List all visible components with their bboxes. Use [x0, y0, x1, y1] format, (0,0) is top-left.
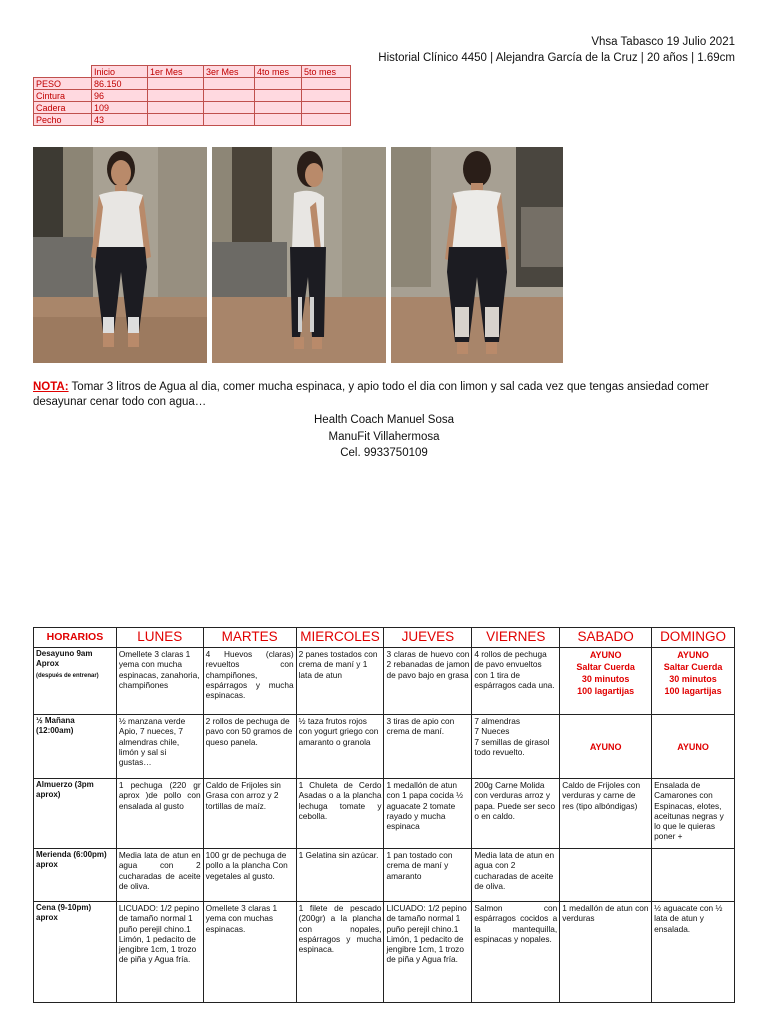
- measurement-value: [302, 90, 351, 102]
- meal-cell-fasting: AYUNO Saltar Cuerda 30 minutos 100 lagartijas: [652, 648, 735, 715]
- measurement-value: [204, 102, 255, 114]
- header-horarios: HORARIOS: [34, 628, 117, 648]
- measurements-col-header: 5to mes: [302, 66, 351, 78]
- front-view-photo: [33, 147, 207, 363]
- meal-cell: ½ taza frutos rojos con yogurt griego con amaranto o granola: [296, 715, 384, 779]
- meal-cell: Caldo de Frijoles sin Grasa con arroz y 2 tortillas de maíz.: [203, 779, 296, 849]
- side-view-photo: [212, 147, 386, 363]
- document-header: [378, 34, 735, 66]
- coach-brand: ManuFit Villahermosa: [328, 430, 440, 443]
- meal-cell: 1 Gelatina sin azúcar.: [296, 849, 384, 902]
- measurements-col-header: 1er Mes: [148, 66, 204, 78]
- meal-cell: 1 Chuleta de Cerdo Asadas o a la plancha lechuga tomate y cebolla.: [296, 779, 384, 849]
- note-text: Tomar 3 litros de Agua al dia, comer mucha espinaca, y apio todo el dia con limon y sal cada vez que tengas ansiedad comer desayunar cenar todo con agua…: [33, 381, 709, 408]
- measurements-header-row: [34, 66, 351, 78]
- meal-slot-label: Almuerzo (3pm aprox): [34, 779, 117, 849]
- meal-slot-label: ½ Mañana (12:00am): [34, 715, 117, 779]
- header-day: SABADO: [560, 628, 652, 648]
- meal-cell: 1 pan tostado con crema de maní y amaranto: [384, 849, 472, 902]
- meal-cell: [560, 849, 652, 902]
- meal-cell: 1 pechuga (220 gr aprox )de pollo con ensalada al gusto: [116, 779, 203, 849]
- meal-row-merienda: [34, 849, 735, 902]
- meal-cell: 2 panes tostados con crema de maní y 1 lata de atun: [296, 648, 384, 715]
- measurement-value: [204, 114, 255, 126]
- measurement-value: [148, 78, 204, 90]
- measurement-value: [148, 90, 204, 102]
- meal-cell: Omellete 3 claras 1 yema con muchas espinacas.: [203, 902, 296, 1003]
- meal-cell: 1 medallón de atun con 1 papa cocida ½ aguacate 2 tomate rayado y mucha espinaca: [384, 779, 472, 849]
- measurement-value: [204, 78, 255, 90]
- meal-cell-fasting: AYUNO: [560, 715, 652, 779]
- measurement-value: [148, 102, 204, 114]
- measurement-label: Pecho: [34, 114, 92, 126]
- coach-name: Health Coach Manuel Sosa: [314, 414, 454, 426]
- measurement-value: [302, 114, 351, 126]
- measurement-value: 109: [92, 102, 148, 114]
- measurement-value: [302, 78, 351, 90]
- meal-cell: 100 gr de pechuga de pollo a la plancha Con vegetales al gusto.: [203, 849, 296, 902]
- measurements-row: [34, 90, 351, 102]
- measurement-value: [255, 90, 302, 102]
- header-location-date: Vhsa Tabasco 19 Julio 2021: [591, 36, 735, 48]
- meal-cell: 2 rollos de pechuga de pavo con 50 gramos de queso panela.: [203, 715, 296, 779]
- meal-cell: LICUADO: 1/2 pepino de tamaño normal 1 puño perejil chino.1 Limón, 1 pedacito de jengibre 1cm, 1 trozo de piña y Agua fría.: [116, 902, 203, 1003]
- measurements-row: [34, 102, 351, 114]
- measurement-value: 86.150: [92, 78, 148, 90]
- measurement-value: [255, 78, 302, 90]
- measurement-label: Cintura: [34, 90, 92, 102]
- measurement-label: PESO: [34, 78, 92, 90]
- meal-cell: Media lata de atun en agua con 2 cucharadas de aceite de oliva.: [116, 849, 203, 902]
- meal-row-desayuno: [34, 648, 735, 715]
- meal-cell: Media lata de atun en agua con 2 cucharadas de aceite de oliva.: [472, 849, 560, 902]
- header-day: MIERCOLES: [296, 628, 384, 648]
- meal-cell: Salmon con espárragos cocidos a la mantequilla, espinacas y nopales.: [472, 902, 560, 1003]
- header-day: VIERNES: [472, 628, 560, 648]
- header-day: MARTES: [203, 628, 296, 648]
- measurements-col-header: 4to mes: [255, 66, 302, 78]
- measurements-table: [33, 65, 351, 126]
- header-day: DOMINGO: [652, 628, 735, 648]
- measurement-value: [255, 114, 302, 126]
- meal-plan-table: [33, 627, 735, 1003]
- meal-plan-header-row: [34, 628, 735, 648]
- meal-cell: 7 almendras 7 Nueces 7 semillas de girasol todo revuelto.: [472, 715, 560, 779]
- meal-cell: 3 tiras de apio con crema de maní.: [384, 715, 472, 779]
- meal-row-media-manana: [34, 715, 735, 779]
- measurement-value: 43: [92, 114, 148, 126]
- meal-cell: LICUADO: 1/2 pepino de tamaño normal 1 puño perejil chino.1 Limón, 1 pedacito de jengibre 1cm, 1 trozo de piña y Agua fría.: [384, 902, 472, 1003]
- meal-cell: Omellete 3 claras 1 yema con mucha espinacas, zanahoria, champiñones: [116, 648, 203, 715]
- measurement-label: Cadera: [34, 102, 92, 114]
- measurements-row: [34, 114, 351, 126]
- measurement-value: [148, 114, 204, 126]
- measurement-value: [302, 102, 351, 114]
- meal-cell: Ensalada de Camarones con Espinacas, elotes, aceitunas negras y lo que le quieras poner +: [652, 779, 735, 849]
- meal-cell: ½ aguacate con ½ lata de atun y ensalada.: [652, 902, 735, 1003]
- measurements-row: [34, 78, 351, 90]
- header-day: LUNES: [116, 628, 203, 648]
- meal-cell: Caldo de Frijoles con verduras y carne de res (tipo albóndigas): [560, 779, 652, 849]
- meal-slot-label: [34, 648, 117, 715]
- measurement-value: [255, 102, 302, 114]
- back-view-photo: [391, 147, 563, 363]
- meal-cell-fasting: AYUNO Saltar Cuerda 30 minutos 100 lagartijas: [560, 648, 652, 715]
- meal-row-cena: [34, 902, 735, 1003]
- header-patient-info: Historial Clínico 4450 | Alejandra García de la Cruz | 20 años | 1.69cm: [378, 52, 735, 64]
- header-day: JUEVES: [384, 628, 472, 648]
- slot-name: Desayuno 9am Aprox: [36, 649, 93, 669]
- measurement-value: 96: [92, 90, 148, 102]
- meal-row-almuerzo: [34, 779, 735, 849]
- meal-cell-fasting: AYUNO: [652, 715, 735, 779]
- meal-cell: 1 medallón de atun con verduras: [560, 902, 652, 1003]
- meal-cell: 4 Huevos (claras) revueltos con champiñones, espárragos y mucha espinacas.: [203, 648, 296, 715]
- meal-slot-label: Merienda (6:00pm) aprox: [34, 849, 117, 902]
- meal-cell: 200g Carne Molida con verduras arroz y papa. Puede ser seco o en caldo.: [472, 779, 560, 849]
- measurements-col-header: Inicio: [92, 66, 148, 78]
- meal-cell: [652, 849, 735, 902]
- meal-cell: 1 filete de pescado (200gr) a la plancha con nopales, espárragos y mucha espinaca.: [296, 902, 384, 1003]
- slot-note: (después de entrenar): [36, 672, 99, 679]
- meal-slot-label: Cena (9-10pm) aprox: [34, 902, 117, 1003]
- note-paragraph: [33, 380, 738, 410]
- meal-cell: 4 rollos de pechuga de pavo envueltos con 1 tira de espárragos cada una.: [472, 648, 560, 715]
- coach-phone: Cel. 9933750109: [340, 447, 428, 459]
- measurement-value: [204, 90, 255, 102]
- coach-signature: [0, 412, 768, 462]
- measurements-col-header: 3er Mes: [204, 66, 255, 78]
- meal-cell: 3 claras de huevo con 2 rebanadas de jamon de pavo bajo en grasa: [384, 648, 472, 715]
- note-label: NOTA:: [33, 381, 69, 393]
- meal-cell: ½ manzana verde Apio, 7 nueces, 7 almendras chile, limón y sal si gustas…: [116, 715, 203, 779]
